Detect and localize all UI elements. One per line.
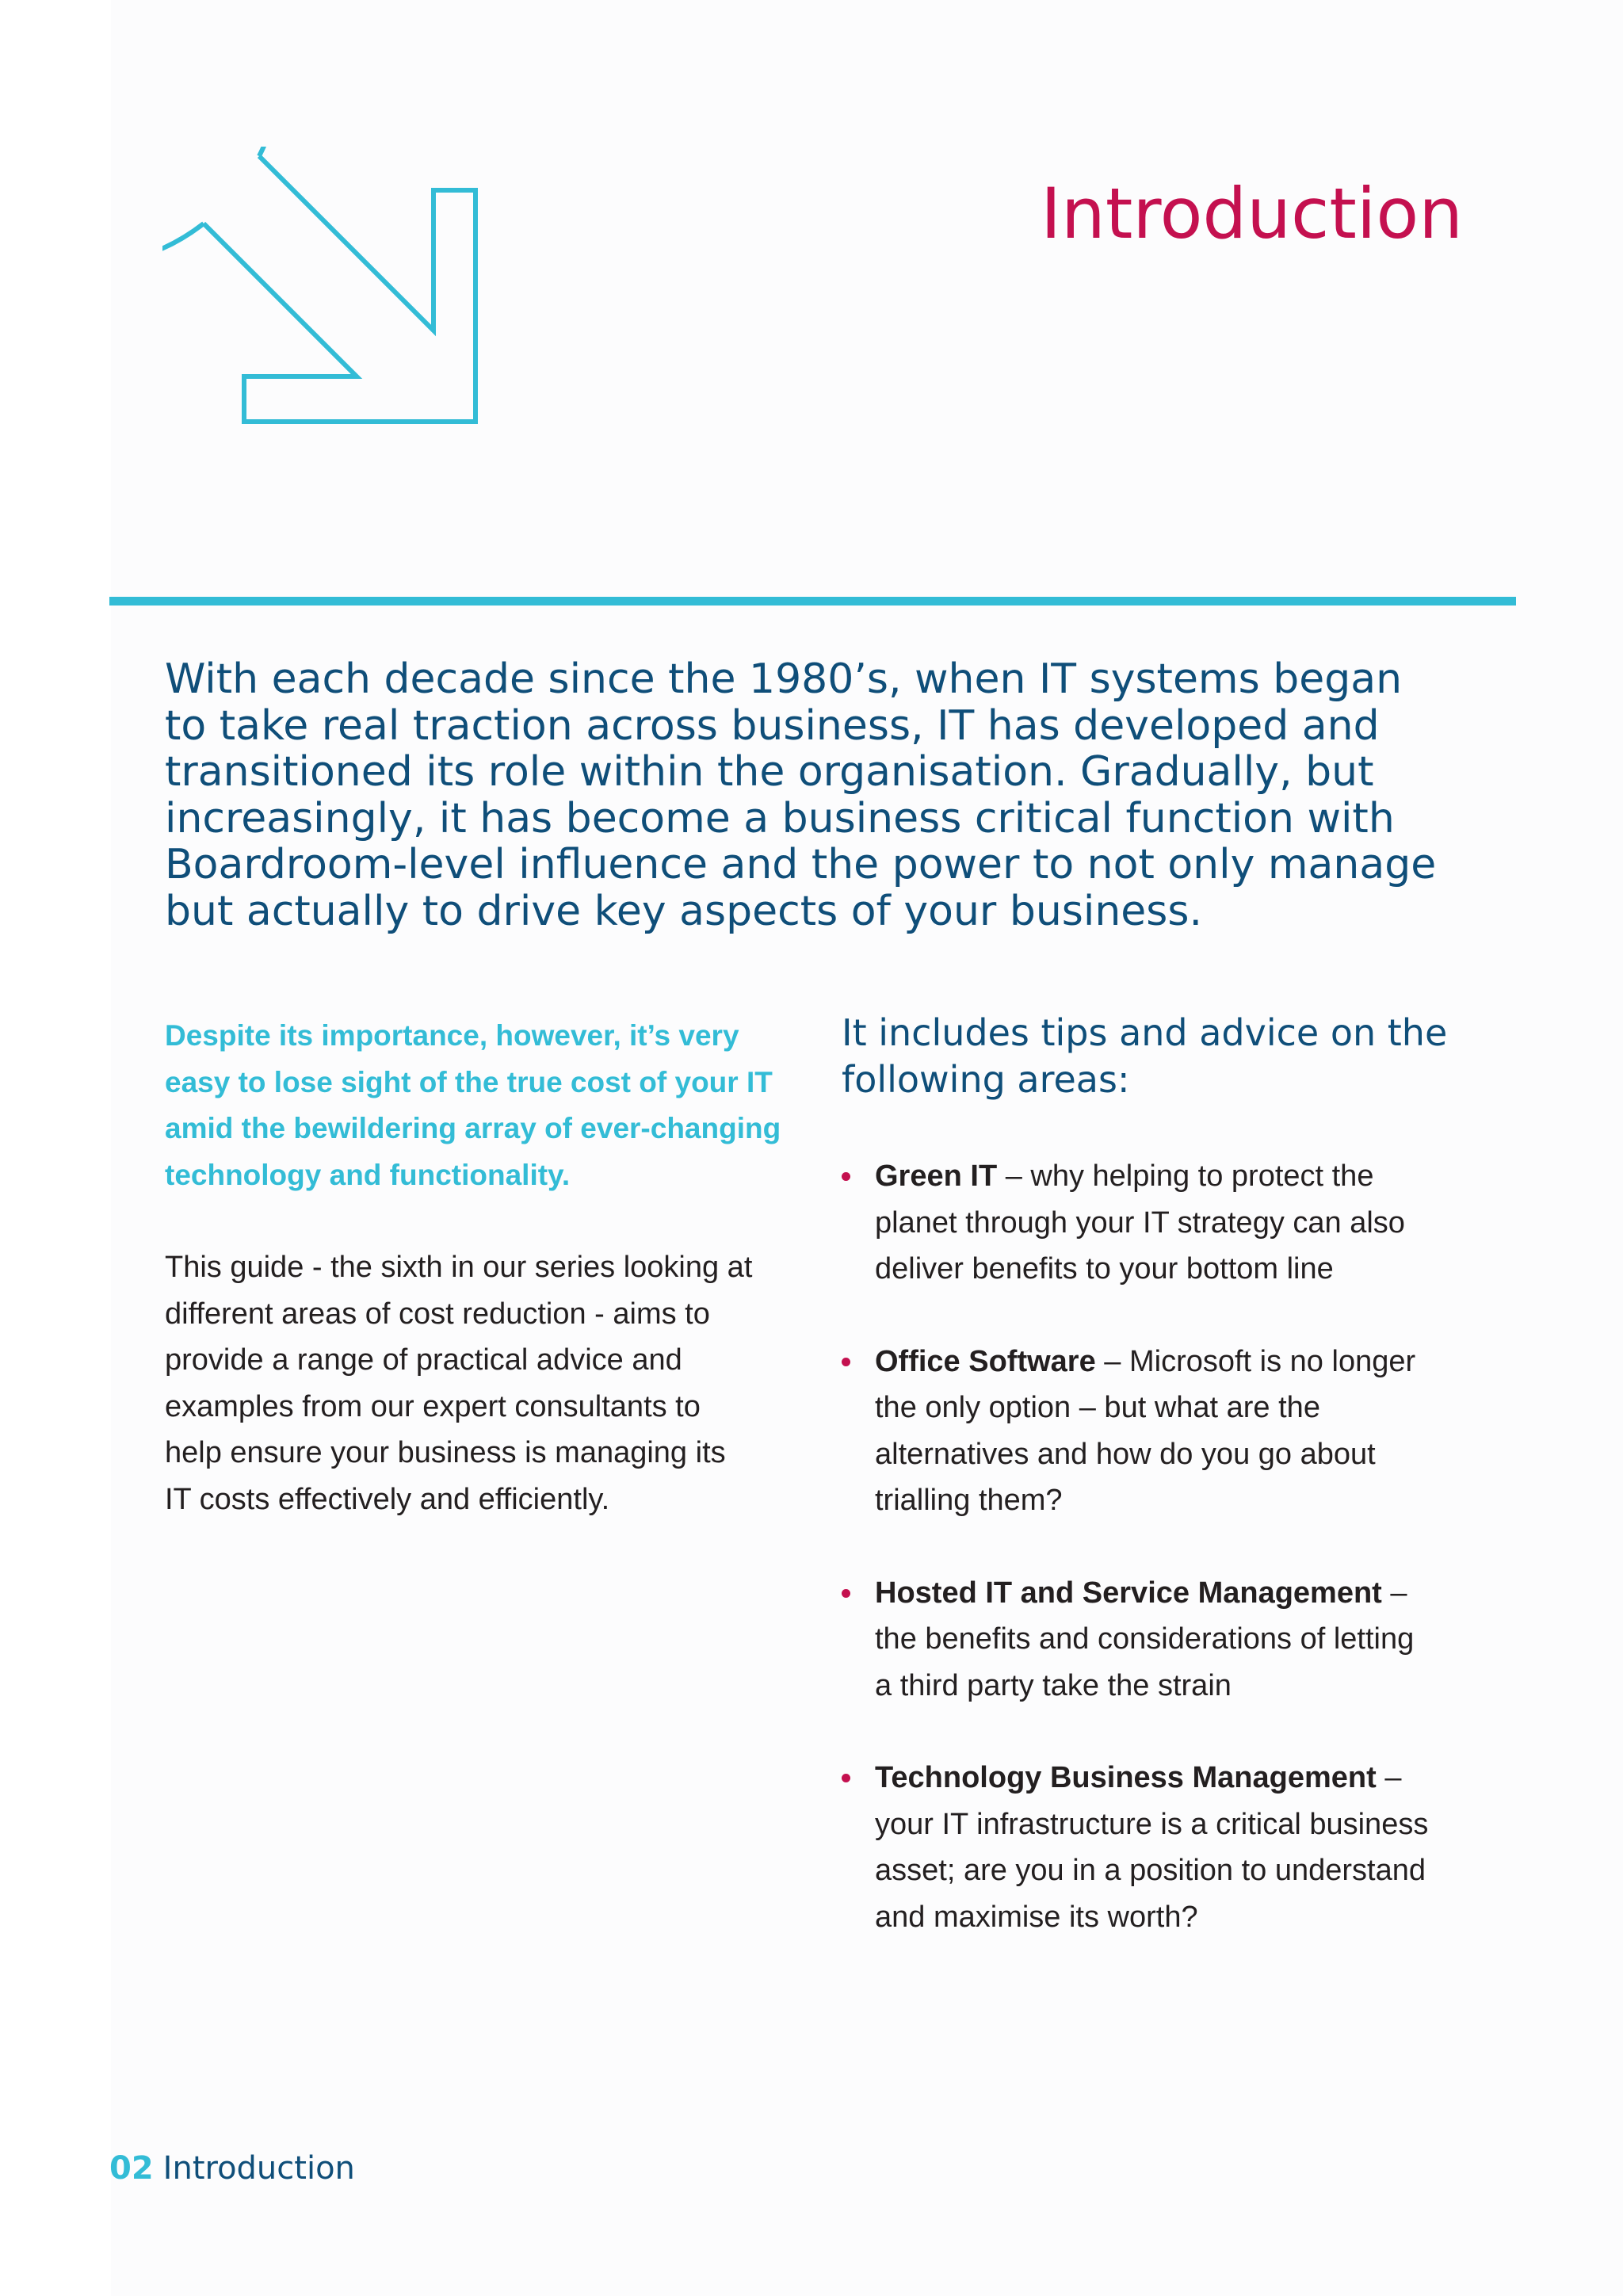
list-item-text: – <box>1381 1576 1407 1610</box>
list-item-text: – <box>1376 1761 1402 1794</box>
areas-intro-line: following areas: <box>842 1058 1130 1101</box>
list-item-title: Green IT <box>875 1159 998 1193</box>
body-line: different areas of cost reduction - aims to <box>165 1297 710 1331</box>
highlight-line: amid the bewildering array of ever-changing <box>165 1112 781 1144</box>
areas-intro-line: It includes tips and advice on the <box>842 1011 1448 1054</box>
lead-line: transitioned its role within the organisation. Gradually, but <box>165 748 1374 796</box>
left-column <box>165 1013 815 1522</box>
areas-intro <box>842 1010 1523 1103</box>
page-number: 02 <box>109 2150 154 2187</box>
list-item-text: asset; are you in a position to understand <box>875 1854 1426 1887</box>
lead-line: but actually to drive key aspects of your business. <box>165 887 1202 935</box>
list-item <box>842 1339 1523 1524</box>
list-item <box>842 1755 1523 1940</box>
list-item-text: alternatives and how do you go about <box>875 1437 1376 1471</box>
footer-section-label: Introduction <box>162 2150 355 2187</box>
list-item-text: – Microsoft is no longer <box>1095 1344 1416 1378</box>
highlight-line: technology and functionality. <box>165 1158 571 1191</box>
highlight-paragraph <box>165 1013 815 1198</box>
highlight-line: easy to lose sight of the true cost of your IT <box>165 1065 773 1098</box>
areas-list <box>842 1153 1523 1940</box>
lead-line: Boardroom-level influence and the power to not only manage <box>165 841 1437 888</box>
body-line: This guide - the sixth in our series looking at <box>165 1251 753 1284</box>
list-item <box>842 1153 1523 1293</box>
right-column <box>842 1010 1523 1986</box>
lead-line: increasingly, it has become a business critical function with <box>165 794 1395 842</box>
lead-line: With each decade since the 1980’s, when IT systems began <box>165 655 1403 703</box>
list-item-text: – why helping to protect the <box>997 1159 1374 1193</box>
highlight-line: Despite its importance, however, it’s very <box>165 1019 739 1052</box>
body-line: provide a range of practical advice and <box>165 1343 682 1377</box>
section-divider <box>109 597 1516 606</box>
list-item-text: the benefits and considerations of letting <box>875 1622 1415 1656</box>
lead-paragraph <box>165 656 1512 934</box>
bullet-dot-icon <box>842 1589 850 1598</box>
body-line: examples from our expert consultants to <box>165 1389 701 1423</box>
bullet-dot-icon <box>842 1358 850 1366</box>
body-paragraph <box>165 1244 815 1522</box>
list-item-text: planet through your IT strategy can also <box>875 1205 1405 1240</box>
list-item-text: and maximise its worth? <box>875 1900 1198 1934</box>
list-item-text: your IT infrastructure is a critical business <box>875 1807 1429 1841</box>
list-item <box>842 1570 1523 1710</box>
list-item-text: a third party take the strain <box>875 1668 1232 1702</box>
list-item-text: deliver benefits to your bottom line <box>875 1252 1334 1286</box>
page-footer <box>109 2146 355 2191</box>
body-line: help ensure your business is managing its <box>165 1436 726 1469</box>
bullet-dot-icon <box>842 1172 850 1181</box>
list-item-title: Technology Business Management <box>875 1761 1377 1794</box>
list-item-text: trialling them? <box>875 1484 1063 1517</box>
list-item-text: the only option – but what are the <box>875 1391 1320 1424</box>
list-item-title: Hosted IT and Service Management <box>875 1576 1382 1610</box>
arrow-down-right-circle-icon <box>162 147 582 527</box>
body-line: IT costs effectively and efficiently. <box>165 1482 610 1516</box>
bullet-dot-icon <box>842 1774 850 1782</box>
page-title: Introduction <box>1041 173 1463 254</box>
list-item-title: Office Software <box>875 1344 1096 1378</box>
lead-line: to take real traction across business, IT has developed and <box>165 701 1380 750</box>
